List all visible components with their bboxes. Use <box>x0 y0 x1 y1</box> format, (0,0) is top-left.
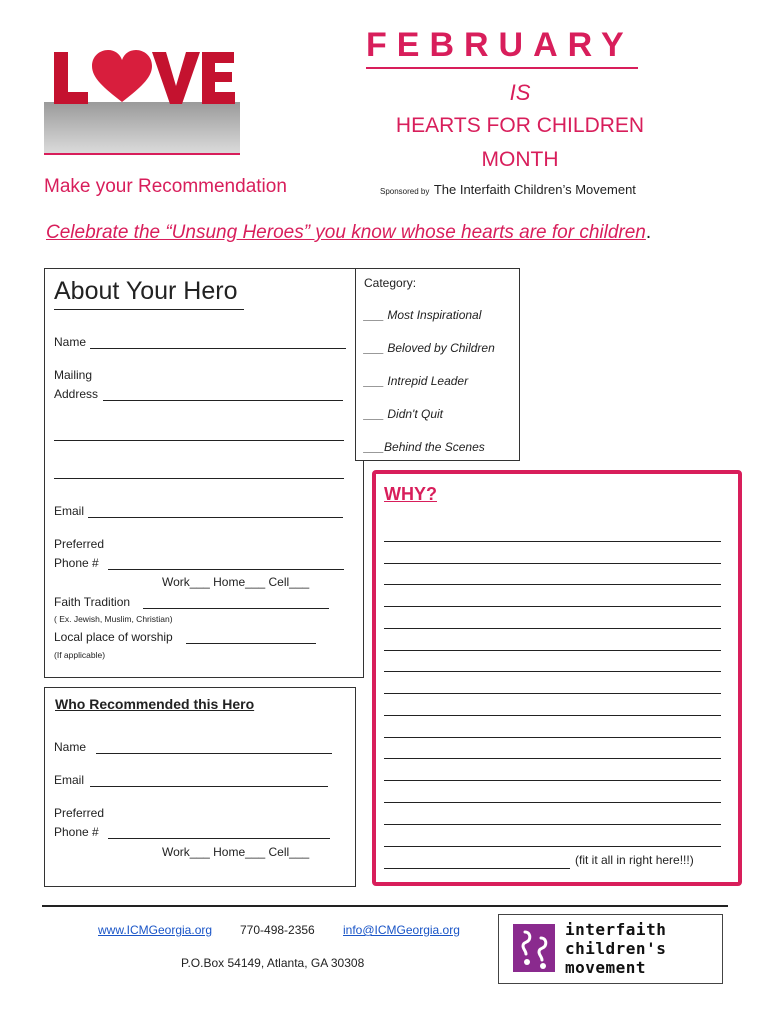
recommender-name-label: Name <box>54 740 87 754</box>
category-behind-the-scenes[interactable]: ___Behind the Scenes <box>364 440 485 454</box>
phone-number: 770-498-2356 <box>240 923 315 937</box>
celebrate-period: . <box>645 222 652 243</box>
hero-address-field[interactable] <box>103 400 343 401</box>
hearts-title-line1: HEARTS FOR CHILDREN <box>395 114 645 137</box>
why-line[interactable] <box>384 715 721 716</box>
why-line[interactable] <box>384 780 721 781</box>
make-recommendation-heading: Make your Recommendation <box>44 176 287 197</box>
logo-word: LOVE <box>44 40 47 41</box>
why-line[interactable] <box>384 693 721 694</box>
hero-address-line2[interactable] <box>54 440 344 441</box>
fit-note: (fit it all in right here!!!) <box>575 853 694 867</box>
why-line[interactable] <box>384 563 721 564</box>
recommender-email-label: Email <box>54 773 85 787</box>
hero-faith-label: Faith Tradition <box>54 595 131 609</box>
icm-logo-line3: movement <box>565 958 647 977</box>
why-line[interactable] <box>384 541 721 542</box>
recommender-email-field[interactable] <box>90 786 328 787</box>
hearts-title-line2: MONTH <box>481 148 559 171</box>
about-title-underline <box>54 309 244 310</box>
why-title: WHY? <box>384 484 437 504</box>
hero-address-label: Address <box>54 387 99 401</box>
category-label: Category: <box>364 276 417 290</box>
why-line[interactable] <box>384 846 721 847</box>
hero-name-field[interactable] <box>90 348 346 349</box>
category-most-inspirational[interactable]: ___ Most Inspirational <box>364 308 482 322</box>
category-beloved-by-children[interactable]: ___ Beloved by Children <box>364 341 495 355</box>
why-line[interactable] <box>384 758 721 759</box>
logo-underline <box>44 153 240 155</box>
hero-preferred-label: Preferred <box>54 537 105 551</box>
hero-worship-hint: (If applicable) <box>54 650 106 660</box>
celebrate-tagline <box>46 222 651 244</box>
why-last-line[interactable] <box>384 868 570 869</box>
recommender-phone-label: Phone # <box>54 825 99 839</box>
why-line[interactable] <box>384 628 721 629</box>
recommender-title: Who Recommended this Hero <box>55 696 255 712</box>
hero-email-field[interactable] <box>88 517 343 518</box>
hero-phone-types[interactable]: Work___ Home___ Cell___ <box>162 575 310 589</box>
love-logo <box>44 40 240 154</box>
hero-worship-label: Local place of worship <box>54 630 173 644</box>
celebrate-text: Celebrate the “Unsung Heroes” you know whose hearts are for children <box>46 222 646 243</box>
why-line[interactable] <box>384 650 721 651</box>
month-underline <box>366 67 638 69</box>
why-line[interactable] <box>384 606 721 607</box>
why-line[interactable] <box>384 671 721 672</box>
hero-phone-field[interactable] <box>108 569 344 570</box>
why-line[interactable] <box>384 802 721 803</box>
why-line[interactable] <box>384 824 721 825</box>
icm-footprints-icon <box>513 924 555 972</box>
is-word: IS <box>509 80 531 105</box>
recommender-phone-field[interactable] <box>108 838 330 839</box>
recommender-preferred-label: Preferred <box>54 806 105 820</box>
category-box <box>355 268 520 461</box>
recommender-phone-types[interactable]: Work___ Home___ Cell___ <box>162 845 310 859</box>
category-didnt-quit[interactable]: ___ Didn't Quit <box>364 407 444 421</box>
month-title: FEBRUARY <box>366 26 634 64</box>
hero-name-label: Name <box>54 335 87 349</box>
sponsored-by-label: Sponsored by <box>380 187 430 196</box>
why-line[interactable] <box>384 584 721 585</box>
why-line[interactable] <box>384 737 721 738</box>
icm-logo-line2: children's <box>565 939 667 958</box>
footer-rule <box>42 905 728 907</box>
hero-address-line3[interactable] <box>54 478 344 479</box>
website-link[interactable]: www.ICMGeorgia.org <box>98 923 213 937</box>
icm-logo-line1: interfaith <box>565 920 667 939</box>
recommender-name-field[interactable] <box>96 753 332 754</box>
about-hero-title: About Your Hero <box>54 277 238 305</box>
hero-worship-field[interactable] <box>186 643 316 644</box>
email-link[interactable]: info@ICMGeorgia.org <box>343 923 460 937</box>
sponsor-name: The Interfaith Children’s Movement <box>433 182 636 197</box>
category-intrepid-leader[interactable]: ___ Intrepid Leader <box>364 374 469 388</box>
sponsor-line <box>380 181 636 199</box>
hero-faith-hint: ( Ex. Jewish, Muslim, Christian) <box>54 614 173 624</box>
hero-email-label: Email <box>54 504 85 518</box>
hero-phone-label: Phone # <box>54 556 99 570</box>
hero-faith-field[interactable] <box>143 608 329 609</box>
hero-mailing-label: Mailing <box>54 368 93 382</box>
mailing-address: P.O.Box 54149, Atlanta, GA 30308 <box>181 956 365 970</box>
